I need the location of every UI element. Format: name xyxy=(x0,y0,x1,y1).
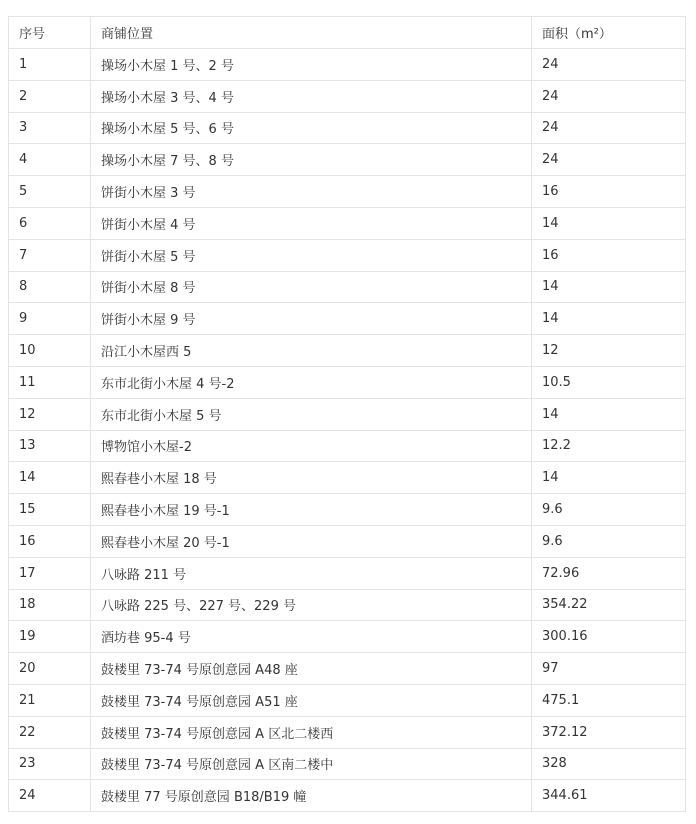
row-location-cell: 操场小木屋 1 号、2 号 xyxy=(91,49,532,81)
row-location-cell: 饼街小木屋 4 号 xyxy=(91,207,532,239)
shop-table-wrapper xyxy=(8,16,686,812)
row-location-cell: 操场小木屋 5 号、6 号 xyxy=(91,112,532,144)
table-row xyxy=(9,398,686,430)
row-index-cell: 16 xyxy=(9,525,91,557)
table-row xyxy=(9,716,686,748)
row-location-cell: 饼街小木屋 5 号 xyxy=(91,239,532,271)
table-row xyxy=(9,335,686,367)
row-index-cell: 23 xyxy=(9,748,91,780)
table-row xyxy=(9,748,686,780)
row-area-cell: 328 xyxy=(532,748,686,780)
row-location-cell: 鼓楼里 77 号原创意园 B18/B19 幢 xyxy=(91,780,532,812)
row-location-cell: 博物馆小木屋-2 xyxy=(91,430,532,462)
row-index-cell: 3 xyxy=(9,112,91,144)
row-location-cell: 操场小木屋 3 号、4 号 xyxy=(91,80,532,112)
row-location-cell: 饼街小木屋 8 号 xyxy=(91,271,532,303)
row-index-cell: 12 xyxy=(9,398,91,430)
row-index-cell: 15 xyxy=(9,494,91,526)
table-row xyxy=(9,462,686,494)
row-index-cell: 18 xyxy=(9,589,91,621)
table-row xyxy=(9,112,686,144)
table-row xyxy=(9,176,686,208)
row-index-cell: 7 xyxy=(9,239,91,271)
row-area-cell: 344.61 xyxy=(532,780,686,812)
header-location: 商铺位置 xyxy=(91,17,532,49)
row-index-cell: 17 xyxy=(9,557,91,589)
row-index-cell: 21 xyxy=(9,684,91,716)
row-location-cell: 熙春巷小木屋 18 号 xyxy=(91,462,532,494)
row-area-cell: 12 xyxy=(532,335,686,367)
table-row xyxy=(9,271,686,303)
row-index-cell: 4 xyxy=(9,144,91,176)
row-location-cell: 酒坊巷 95-4 号 xyxy=(91,621,532,653)
row-location-cell: 熙春巷小木屋 19 号-1 xyxy=(91,494,532,526)
row-area-cell: 14 xyxy=(532,271,686,303)
row-area-cell: 14 xyxy=(532,398,686,430)
row-area-cell: 14 xyxy=(532,462,686,494)
row-location-cell: 东市北街小木屋 4 号-2 xyxy=(91,366,532,398)
row-location-cell: 鼓楼里 73-74 号原创意园 A51 座 xyxy=(91,684,532,716)
table-row xyxy=(9,430,686,462)
row-area-cell: 97 xyxy=(532,653,686,685)
row-area-cell: 24 xyxy=(532,112,686,144)
row-area-cell: 24 xyxy=(532,144,686,176)
header-index: 序号 xyxy=(9,17,91,49)
row-index-cell: 1 xyxy=(9,49,91,81)
table-row xyxy=(9,49,686,81)
row-area-cell: 24 xyxy=(532,80,686,112)
row-index-cell: 8 xyxy=(9,271,91,303)
row-index-cell: 9 xyxy=(9,303,91,335)
row-index-cell: 13 xyxy=(9,430,91,462)
row-area-cell: 300.16 xyxy=(532,621,686,653)
row-area-cell: 9.6 xyxy=(532,525,686,557)
table-row xyxy=(9,684,686,716)
row-index-cell: 5 xyxy=(9,176,91,208)
row-index-cell: 20 xyxy=(9,653,91,685)
row-area-cell: 354.22 xyxy=(532,589,686,621)
row-area-cell: 9.6 xyxy=(532,494,686,526)
table-row xyxy=(9,621,686,653)
row-index-cell: 22 xyxy=(9,716,91,748)
row-location-cell: 熙春巷小木屋 20 号-1 xyxy=(91,525,532,557)
row-location-cell: 鼓楼里 73-74 号原创意园 A 区北二楼西 xyxy=(91,716,532,748)
table-row xyxy=(9,494,686,526)
table-row xyxy=(9,207,686,239)
row-location-cell: 鼓楼里 73-74 号原创意园 A48 座 xyxy=(91,653,532,685)
table-row xyxy=(9,589,686,621)
shop-area-table xyxy=(8,16,686,812)
table-row xyxy=(9,366,686,398)
row-area-cell: 14 xyxy=(532,207,686,239)
table-row xyxy=(9,303,686,335)
table-body xyxy=(9,49,686,812)
table-row xyxy=(9,557,686,589)
row-area-cell: 372.12 xyxy=(532,716,686,748)
row-index-cell: 14 xyxy=(9,462,91,494)
table-row xyxy=(9,780,686,812)
table-header-row xyxy=(9,17,686,49)
row-location-cell: 操场小木屋 7 号、8 号 xyxy=(91,144,532,176)
row-location-cell: 东市北街小木屋 5 号 xyxy=(91,398,532,430)
row-area-cell: 10.5 xyxy=(532,366,686,398)
row-area-cell: 16 xyxy=(532,176,686,208)
row-index-cell: 10 xyxy=(9,335,91,367)
row-area-cell: 72.96 xyxy=(532,557,686,589)
row-index-cell: 24 xyxy=(9,780,91,812)
row-location-cell: 八咏路 211 号 xyxy=(91,557,532,589)
row-area-cell: 16 xyxy=(532,239,686,271)
table-row xyxy=(9,239,686,271)
table-row xyxy=(9,525,686,557)
row-location-cell: 沿江小木屋西 5 xyxy=(91,335,532,367)
table-row xyxy=(9,80,686,112)
row-location-cell: 鼓楼里 73-74 号原创意园 A 区南二楼中 xyxy=(91,748,532,780)
row-area-cell: 12.2 xyxy=(532,430,686,462)
row-index-cell: 19 xyxy=(9,621,91,653)
table-row xyxy=(9,653,686,685)
row-index-cell: 2 xyxy=(9,80,91,112)
row-location-cell: 饼街小木屋 3 号 xyxy=(91,176,532,208)
row-location-cell: 饼街小木屋 9 号 xyxy=(91,303,532,335)
row-index-cell: 11 xyxy=(9,366,91,398)
row-location-cell: 八咏路 225 号、227 号、229 号 xyxy=(91,589,532,621)
table-row xyxy=(9,144,686,176)
row-area-cell: 24 xyxy=(532,49,686,81)
row-index-cell: 6 xyxy=(9,207,91,239)
header-area: 面积（m²） xyxy=(532,17,686,49)
row-area-cell: 14 xyxy=(532,303,686,335)
row-area-cell: 475.1 xyxy=(532,684,686,716)
